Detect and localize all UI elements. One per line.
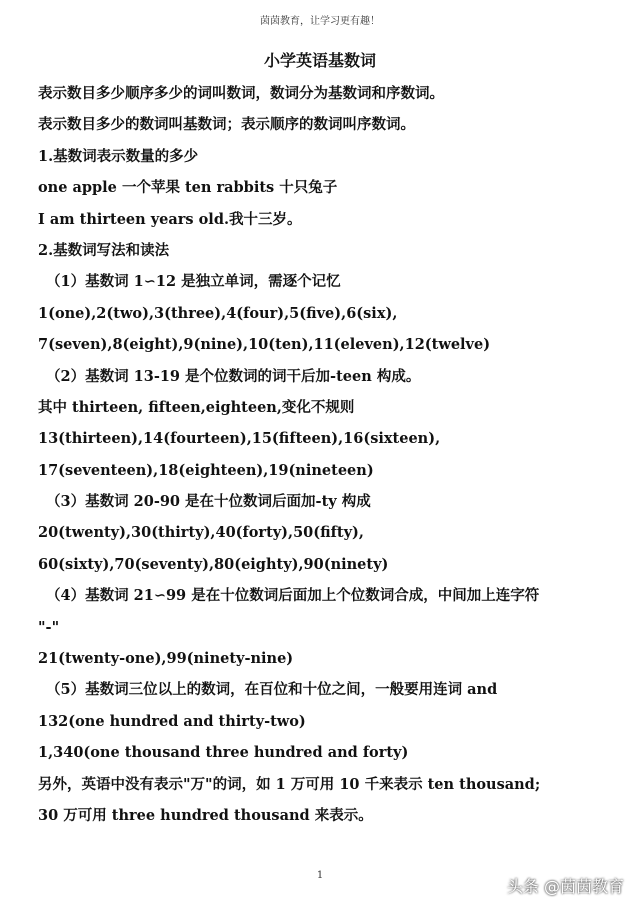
- number-list-line: 1(one),2(two),3(three),4(four),5(five),6(six),: [38, 304, 398, 322]
- example-line: I am thirteen years old.我十三岁。: [38, 210, 302, 228]
- rule-heading-5: （5）基数词三位以上的数词，在百位和十位之间，一般要用连词 and: [46, 681, 498, 699]
- rule-heading-2: （2）基数词 13-19 是个位数词的词干后加-teen 构成。: [46, 367, 421, 385]
- number-list-line: 7(seven),8(eight),9(nine),10(ten),11(eleven),12(twelve): [38, 336, 491, 354]
- number-list-line: 21(twenty-one),99(ninety-nine): [38, 650, 294, 668]
- number-list-line: 132(one hundred and thirty-two): [38, 712, 306, 730]
- section-heading-1: 1.基数词表示数量的多少: [38, 147, 199, 165]
- rule-heading-3: （3）基数词 20-90 是在十位数词后面加-ty 构成: [46, 493, 371, 511]
- rule-note-line: 其中 thirteen, fifteen,eighteen,变化不规则: [38, 398, 355, 416]
- section-heading-2: 2.基数词写法和读法: [38, 241, 170, 259]
- number-list-line: 13(thirteen),14(fourteen),15(fifteen),16(sixteen),: [38, 430, 441, 448]
- intro-line-2: 表示数目多少的数词叫基数词；表示顺序的数词叫序数词。: [38, 116, 415, 134]
- closing-note-line: 另外，英语中没有表示"万"的词，如 1 万可用 10 千来表示 ten thousand;: [38, 775, 541, 793]
- number-list-line: 60(sixty),70(seventy),80(eighty),90(ninety): [38, 555, 389, 573]
- closing-note-line: 30 万可用 three hundred thousand 来表示。: [38, 806, 373, 824]
- number-list-line: 17(seventeen),18(eighteen),19(nineteen): [38, 461, 374, 479]
- number-list-line: 1,340(one thousand three hundred and forty): [38, 744, 409, 762]
- document-title: 小学英语基数词: [263, 51, 376, 70]
- rule-heading-4: （4）基数词 21∽99 是在十位数词后面加上个位数词合成，中间加上连字符: [46, 587, 540, 605]
- number-list-line: 20(twenty),30(thirty),40(forty),50(fifty),: [38, 524, 364, 542]
- rule-heading-1: （1）基数词 1∽12 是独立单词，需逐个记忆: [46, 273, 341, 291]
- rule-heading-4-continuation: "-": [38, 618, 60, 636]
- page-number: 1: [316, 870, 324, 881]
- document-body: [38, 78, 628, 831]
- example-line: one apple 一个苹果 ten rabbits 十只兔子: [38, 179, 338, 197]
- watermark: 头条 @茵茵教育: [506, 877, 624, 896]
- header-note: 茵茵教育，让学习更有趣！: [260, 16, 380, 27]
- intro-line-1: 表示数目多少顺序多少的词叫数词，数词分为基数词和序数词。: [38, 85, 444, 102]
